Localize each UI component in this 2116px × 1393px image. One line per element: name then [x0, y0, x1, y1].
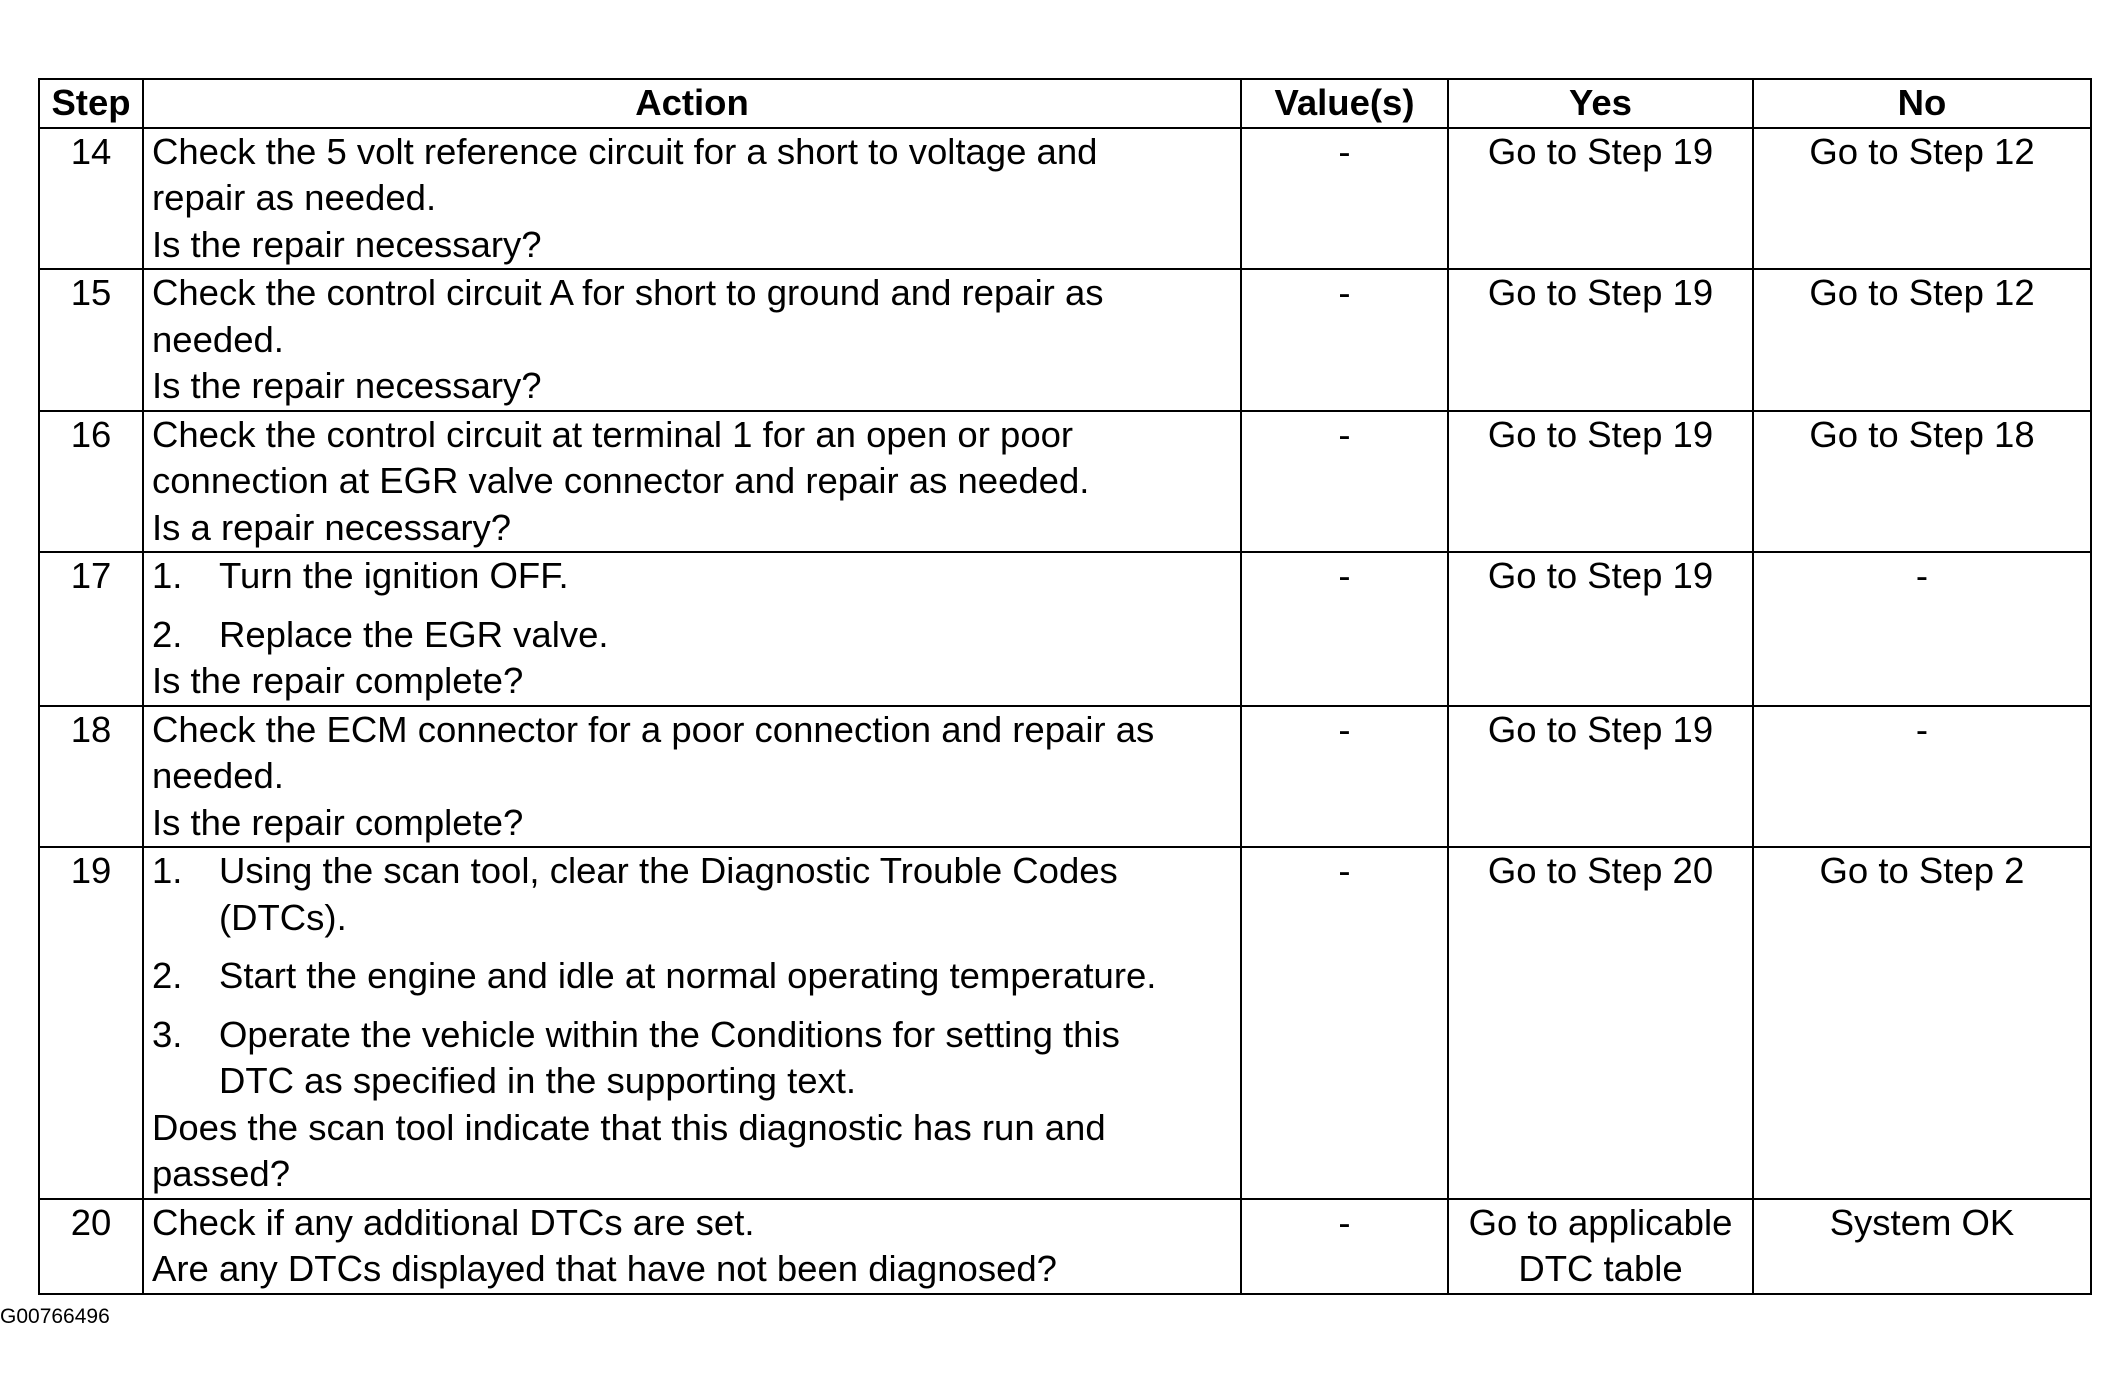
header-action: Action: [143, 79, 1241, 128]
value-cell: -: [1241, 706, 1448, 848]
yes-text: Go to Step 19: [1487, 555, 1714, 596]
no-text: -: [1915, 555, 1929, 596]
table-row: [39, 269, 2091, 411]
action-step-text: [219, 612, 1233, 659]
action-step-number: 3.: [152, 1013, 183, 1055]
action-text: Check the ECM connector for a poor connection and repair as: [152, 708, 1155, 750]
action-question: Is the repair necessary?: [152, 223, 542, 265]
no-cell: [1753, 128, 2091, 270]
action-step-line: Using the scan tool, clear the Diagnostic Trouble Codes: [219, 850, 1118, 891]
action-question: Is the repair complete?: [152, 660, 524, 701]
no-text: -: [1915, 708, 1929, 750]
yes-cell: [1448, 1199, 1753, 1294]
action-cell: [143, 706, 1241, 848]
action-step-text: [219, 1012, 1233, 1105]
action-step-line: (DTCs).: [219, 896, 347, 938]
action-step-item: [152, 848, 1233, 941]
action-text: needed.: [152, 755, 284, 796]
action-steps-list: [152, 553, 1233, 658]
yes-cell: [1448, 706, 1753, 848]
action-step-line: Operate the vehicle within the Conditions for setting this: [219, 1013, 1120, 1055]
action-step-number: 2.: [152, 955, 183, 996]
action-step-line: DTC as specified in the supporting text.: [219, 1060, 857, 1101]
table-row: [39, 1199, 2091, 1294]
value-cell: -: [1241, 269, 1448, 411]
table-body: [39, 128, 2091, 1294]
yes-text: Go to Step 19: [1487, 413, 1714, 455]
header-no: No: [1753, 79, 2091, 128]
no-cell: [1753, 269, 2091, 411]
yes-cell: [1448, 552, 1753, 706]
action-cell: [143, 269, 1241, 411]
action-step-line: Start the engine and idle at normal operating temperature.: [219, 955, 1157, 996]
action-text: Are any DTCs displayed that have not been diagnosed?: [152, 1248, 1057, 1289]
action-cell: [143, 411, 1241, 553]
action-cell: [143, 847, 1241, 1199]
action-text: Check the 5 volt reference circuit for a short to voltage and: [152, 130, 1098, 172]
value-cell: -: [1241, 847, 1448, 1199]
action-text: needed.: [152, 318, 284, 360]
yes-text: Go to Step 19: [1487, 272, 1714, 313]
action-text: Check the control circuit A for short to ground and repair as: [152, 272, 1104, 313]
action-question: Is the repair complete?: [152, 801, 524, 843]
header-row: [39, 79, 2091, 128]
no-cell: [1753, 1199, 2091, 1294]
action-step-line: Turn the ignition OFF.: [219, 555, 569, 596]
table-row: [39, 128, 2091, 270]
action-step-text: [219, 553, 1233, 600]
no-text: Go to Step 18: [1809, 413, 2035, 455]
header-yes: Yes: [1448, 79, 1753, 128]
action-step-item: [152, 553, 1233, 600]
action-step-item: [152, 1012, 1233, 1105]
step-cell: 14: [39, 128, 143, 270]
action-cell: [143, 552, 1241, 706]
step-cell: 19: [39, 847, 143, 1199]
action-step-item: [152, 612, 1233, 659]
action-step-line: Replace the EGR valve.: [219, 613, 609, 655]
value-cell: -: [1241, 411, 1448, 553]
action-step-text: [219, 848, 1233, 941]
yes-text: Go to Step 19: [1487, 708, 1714, 750]
no-text: Go to Step 12: [1809, 272, 2035, 313]
header-step: Step: [39, 79, 143, 128]
figure-id: G00766496: [0, 1305, 110, 1328]
header-values: Value(s): [1241, 79, 1448, 128]
action-text: Check if any additional DTCs are set.: [152, 1201, 755, 1243]
no-text: Go to Step 12: [1809, 130, 2035, 172]
no-cell: [1753, 411, 2091, 553]
action-text: connection at EGR valve connector and repair as needed.: [152, 460, 1090, 501]
no-cell: [1753, 706, 2091, 848]
step-cell: 17: [39, 552, 143, 706]
table-row: [39, 706, 2091, 848]
action-cell: [143, 128, 1241, 270]
action-question: passed?: [152, 1153, 290, 1194]
action-question: Is the repair necessary?: [152, 365, 542, 406]
action-cell: [143, 1199, 1241, 1294]
yes-text: Go to Step 19: [1487, 130, 1714, 172]
table-row: [39, 552, 2091, 706]
step-cell: 18: [39, 706, 143, 848]
step-cell: 16: [39, 411, 143, 553]
action-steps-list: [152, 848, 1233, 1105]
yes-text: Go to applicable: [1468, 1201, 1733, 1243]
action-step-text: [219, 953, 1233, 1000]
step-cell: 15: [39, 269, 143, 411]
no-cell: [1753, 552, 2091, 706]
yes-cell: [1448, 128, 1753, 270]
action-text: Check the control circuit at terminal 1 for an open or poor: [152, 413, 1074, 455]
value-cell: -: [1241, 1199, 1448, 1294]
value-cell: -: [1241, 128, 1448, 270]
action-step-number: 2.: [152, 613, 183, 655]
yes-cell: [1448, 847, 1753, 1199]
step-cell: 20: [39, 1199, 143, 1294]
no-text: Go to Step 2: [1819, 850, 2025, 891]
table-row: [39, 847, 2091, 1199]
yes-cell: [1448, 411, 1753, 553]
yes-text: Go to Step 20: [1487, 850, 1714, 891]
action-step-item: [152, 953, 1233, 1000]
value-cell: -: [1241, 552, 1448, 706]
action-step-number: 1.: [152, 555, 183, 596]
action-question: Is a repair necessary?: [152, 506, 512, 548]
yes-text: DTC table: [1518, 1248, 1683, 1289]
action-text: repair as needed.: [152, 177, 437, 218]
no-cell: [1753, 847, 2091, 1199]
no-text: System OK: [1829, 1201, 2015, 1243]
action-question: Does the scan tool indicate that this diagnostic has run and: [152, 1106, 1106, 1148]
yes-cell: [1448, 269, 1753, 411]
table-row: [39, 411, 2091, 553]
diagnostic-table: [38, 78, 2092, 1295]
action-step-number: 1.: [152, 850, 183, 891]
